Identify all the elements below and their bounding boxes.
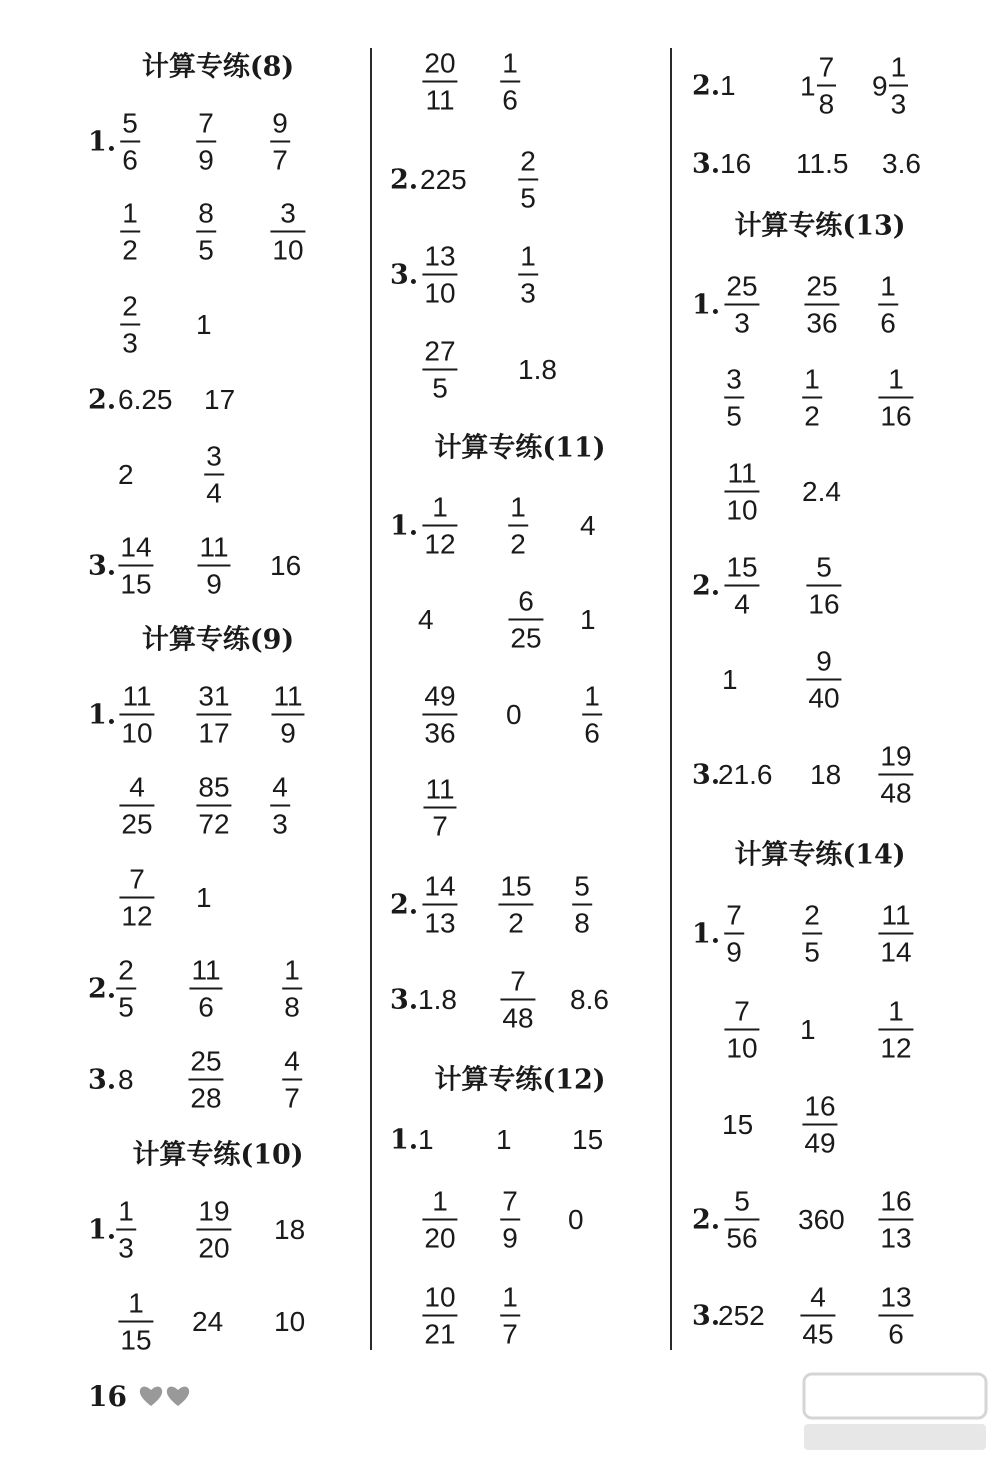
answer-value: 18 <box>274 1214 306 1245</box>
page-number: 16 <box>88 1380 127 1413</box>
fraction <box>500 47 520 116</box>
denominator: 36 <box>424 717 456 749</box>
numerator: 14 <box>424 870 456 902</box>
numerator: 16 <box>804 1090 836 1122</box>
mixed-number <box>800 51 836 120</box>
denominator: 14 <box>880 936 912 968</box>
answer-value: 4 <box>580 510 596 541</box>
answer-value: 1.8 <box>518 354 557 385</box>
fraction <box>878 995 913 1064</box>
numerator: 4 <box>272 771 288 803</box>
section-title: 计算专练(9) <box>141 624 295 656</box>
answer-value: 2 <box>118 459 134 490</box>
fraction <box>802 363 822 432</box>
fraction <box>422 870 457 939</box>
numerator: 1 <box>284 954 300 986</box>
numerator: 25 <box>726 270 758 302</box>
fraction <box>889 51 909 120</box>
numerator: 1 <box>502 47 518 79</box>
fraction <box>724 363 744 432</box>
denominator: 2 <box>804 400 820 432</box>
numerator: 4 <box>129 771 145 803</box>
answer-value: 8.6 <box>570 984 609 1015</box>
denominator: 3 <box>272 808 288 840</box>
numerator: 7 <box>198 107 214 139</box>
fraction <box>422 1281 457 1350</box>
denominator: 56 <box>726 1222 758 1254</box>
question-number: 2. <box>692 570 721 602</box>
question-number: 3. <box>88 1064 117 1096</box>
denominator: 45 <box>802 1318 834 1350</box>
numerator: 19 <box>880 740 912 772</box>
denominator: 3 <box>734 307 750 339</box>
numerator: 2 <box>804 899 820 931</box>
numerator: 4 <box>810 1281 826 1313</box>
fraction <box>878 363 913 432</box>
denominator: 6 <box>888 1318 904 1350</box>
denominator: 25 <box>121 808 153 840</box>
answer-value: 0 <box>506 699 522 730</box>
answer-value: 24 <box>192 1306 224 1337</box>
numerator: 7 <box>129 863 145 895</box>
answer-value: 1 <box>722 664 738 695</box>
numerator: 49 <box>424 680 456 712</box>
answer-value: 6.25 <box>118 384 173 415</box>
fraction <box>724 551 759 620</box>
whole-part: 1 <box>800 70 816 101</box>
answer-value: 3.6 <box>882 148 921 179</box>
numerator: 11 <box>727 457 757 489</box>
numerator: 4 <box>284 1045 300 1077</box>
numerator: 31 <box>198 680 230 712</box>
answer-value: 21.6 <box>718 759 773 790</box>
fraction <box>508 585 543 654</box>
fraction <box>196 107 216 176</box>
question-number: 2. <box>390 164 419 196</box>
fraction <box>270 107 290 176</box>
numerator: 25 <box>806 270 838 302</box>
numerator: 15 <box>726 551 758 583</box>
fraction <box>724 457 759 526</box>
denominator: 48 <box>502 1002 534 1034</box>
fraction <box>572 870 592 939</box>
fraction <box>802 899 822 968</box>
section-title: 计算专练(14) <box>734 839 906 871</box>
fraction <box>422 491 457 560</box>
answer-value: 252 <box>718 1300 765 1331</box>
numerator: 13 <box>880 1281 912 1313</box>
section-title: 计算专练(12) <box>434 1064 606 1096</box>
denominator: 21 <box>424 1318 456 1350</box>
answer-value: 16 <box>270 550 302 581</box>
numerator: 6 <box>518 585 534 617</box>
fraction <box>116 1195 136 1264</box>
denominator: 12 <box>880 1032 912 1064</box>
numerator: 2 <box>122 290 138 322</box>
denominator: 9 <box>198 144 214 176</box>
answer-value: 1 <box>720 70 736 101</box>
denominator: 8 <box>818 88 835 120</box>
answer-value: 1 <box>496 1124 512 1155</box>
denominator: 5 <box>520 182 536 214</box>
denominator: 13 <box>880 1222 912 1254</box>
numerator: 7 <box>510 965 526 997</box>
denominator: 10 <box>121 717 153 749</box>
numerator: 1 <box>510 491 526 523</box>
fraction <box>119 680 154 749</box>
denominator: 5 <box>804 936 820 968</box>
answer-value: 18 <box>810 759 842 790</box>
numerator: 5 <box>734 1185 750 1217</box>
fraction <box>878 740 913 809</box>
question-number: 3. <box>390 259 419 291</box>
denominator: 48 <box>880 777 912 809</box>
numerator: 13 <box>424 240 456 272</box>
question-number: 3. <box>390 984 419 1016</box>
question-number: 2. <box>692 1204 721 1236</box>
fraction <box>423 773 456 842</box>
answer-value: 15 <box>722 1109 754 1140</box>
fraction <box>196 1195 231 1264</box>
answer-value: 360 <box>798 1204 845 1235</box>
fraction <box>804 270 839 339</box>
fraction <box>422 680 457 749</box>
numerator: 1 <box>880 270 896 302</box>
fraction <box>422 240 457 309</box>
numerator: 1 <box>122 197 138 229</box>
question-number: 1. <box>692 918 721 950</box>
denominator: 13 <box>424 907 456 939</box>
section-title: 计算专练(8) <box>141 51 295 83</box>
denominator: 6 <box>880 307 896 339</box>
fraction <box>724 995 759 1064</box>
denominator: 7 <box>284 1082 300 1114</box>
fraction <box>498 870 533 939</box>
question-number: 1. <box>88 126 117 158</box>
column-divider-right <box>670 48 672 1350</box>
denominator: 2 <box>508 907 524 939</box>
mixed-number <box>872 51 908 120</box>
fraction <box>878 1185 913 1254</box>
fraction <box>518 240 538 309</box>
fraction <box>204 440 224 509</box>
numerator: 1 <box>432 1185 448 1217</box>
denominator: 9 <box>206 568 222 600</box>
fraction <box>806 551 841 620</box>
numerator: 20 <box>424 47 456 79</box>
fraction <box>500 1281 520 1350</box>
numerator: 11 <box>199 531 229 563</box>
numerator: 2 <box>520 145 536 177</box>
denominator: 10 <box>424 277 456 309</box>
numerator: 2 <box>118 954 134 986</box>
fraction <box>422 1185 457 1254</box>
fraction <box>508 491 528 560</box>
numerator: 16 <box>880 1185 912 1217</box>
fraction <box>282 1045 302 1114</box>
fraction <box>197 531 230 600</box>
numerator: 1 <box>888 995 904 1027</box>
answer-value: 4 <box>418 604 434 635</box>
fraction <box>196 197 216 266</box>
denominator: 5 <box>726 400 742 432</box>
fraction <box>582 680 602 749</box>
denominator: 2 <box>122 234 138 266</box>
fraction <box>282 954 302 1023</box>
denominator: 4 <box>734 588 750 620</box>
fraction <box>878 899 913 968</box>
fraction <box>817 51 837 120</box>
answer-value: 10 <box>274 1306 306 1337</box>
numerator: 11 <box>191 954 221 986</box>
fraction <box>196 771 231 840</box>
denominator: 8 <box>574 907 590 939</box>
numerator: 11 <box>122 680 152 712</box>
numerator: 5 <box>574 870 590 902</box>
numerator: 1 <box>804 363 820 395</box>
denominator: 6 <box>584 717 600 749</box>
fraction <box>118 531 153 600</box>
fraction <box>119 863 154 932</box>
numerator: 3 <box>726 363 742 395</box>
fraction <box>724 1185 759 1254</box>
numerator: 14 <box>120 531 152 563</box>
denominator: 7 <box>432 810 448 842</box>
question-number: 2. <box>88 973 117 1005</box>
numerator: 1 <box>890 51 907 83</box>
answer-value: 1 <box>800 1014 816 1045</box>
denominator: 5 <box>432 372 448 404</box>
numerator: 1 <box>888 363 904 395</box>
denominator: 20 <box>198 1232 230 1264</box>
denominator: 36 <box>806 307 838 339</box>
question-number: 3. <box>692 1300 721 1332</box>
denominator: 10 <box>726 1032 758 1064</box>
denominator: 17 <box>198 717 230 749</box>
denominator: 9 <box>502 1222 518 1254</box>
numerator: 11 <box>273 680 303 712</box>
numerator: 1 <box>118 1195 134 1227</box>
fraction <box>196 680 231 749</box>
numerator: 8 <box>198 197 214 229</box>
denominator: 25 <box>510 622 542 654</box>
fraction <box>724 899 744 968</box>
fraction <box>878 1281 913 1350</box>
numerator: 3 <box>280 197 296 229</box>
answer-value: 8 <box>118 1064 134 1095</box>
numerator: 27 <box>424 335 456 367</box>
answer-value: 0 <box>568 1204 584 1235</box>
denominator: 5 <box>198 234 214 266</box>
answer-value: 1 <box>580 604 596 635</box>
answer-value: 17 <box>204 384 236 415</box>
question-number: 1. <box>390 510 419 542</box>
answer-value: 16 <box>720 148 752 179</box>
denominator: 9 <box>280 717 296 749</box>
denominator: 7 <box>502 1318 518 1350</box>
fraction <box>118 1287 153 1356</box>
answer-value: 15 <box>572 1124 604 1155</box>
denominator: 10 <box>726 494 758 526</box>
denominator: 20 <box>424 1222 456 1254</box>
whole-part: 9 <box>872 70 888 101</box>
question-number: 1. <box>88 699 117 731</box>
answer-value: 1 <box>196 882 212 913</box>
fraction <box>189 954 222 1023</box>
column-divider-left <box>370 48 372 1350</box>
denominator: 6 <box>502 84 518 116</box>
section-title: 计算专练(11) <box>434 432 606 464</box>
numerator: 7 <box>818 51 835 83</box>
answer-value: 2.4 <box>802 476 841 507</box>
numerator: 7 <box>502 1185 518 1217</box>
question-number: 2. <box>88 384 117 416</box>
numerator: 11 <box>881 899 911 931</box>
numerator: 19 <box>198 1195 230 1227</box>
numerator: 5 <box>816 551 832 583</box>
fraction <box>724 270 759 339</box>
denominator: 3 <box>118 1232 134 1264</box>
fraction <box>878 270 898 339</box>
numerator: 5 <box>122 107 138 139</box>
numerator: 1 <box>584 680 600 712</box>
question-number: 1. <box>692 289 721 321</box>
denominator: 40 <box>808 682 840 714</box>
fraction <box>270 771 290 840</box>
fraction <box>120 290 140 359</box>
numerator: 25 <box>190 1045 222 1077</box>
numerator: 15 <box>500 870 532 902</box>
denominator: 9 <box>726 936 742 968</box>
answer-value: 225 <box>420 164 467 195</box>
answer-value: 1 <box>418 1124 434 1155</box>
denominator: 3 <box>890 88 907 120</box>
fraction <box>116 954 136 1023</box>
answer-value: 11.5 <box>796 148 849 179</box>
fraction <box>120 107 140 176</box>
fraction <box>800 1281 835 1350</box>
question-number: 1. <box>390 1124 419 1156</box>
fraction <box>120 197 140 266</box>
denominator: 15 <box>120 568 152 600</box>
denominator: 72 <box>198 808 230 840</box>
numerator: 7 <box>734 995 750 1027</box>
heart-icons <box>138 1383 194 1409</box>
denominator: 16 <box>880 400 912 432</box>
denominator: 5 <box>118 991 134 1023</box>
numerator: 11 <box>425 773 455 805</box>
answer-value: 1.8 <box>418 984 457 1015</box>
numerator: 85 <box>198 771 230 803</box>
question-number: 2. <box>390 889 419 921</box>
numerator: 10 <box>424 1281 456 1313</box>
denominator: 10 <box>272 234 304 266</box>
numerator: 9 <box>272 107 288 139</box>
denominator: 6 <box>198 991 214 1023</box>
fraction <box>119 771 154 840</box>
answer-value: 1 <box>196 309 212 340</box>
denominator: 12 <box>121 900 153 932</box>
section-title: 计算专练(10) <box>132 1139 304 1171</box>
denominator: 12 <box>424 528 456 560</box>
numerator: 1 <box>520 240 536 272</box>
numerator: 7 <box>726 899 742 931</box>
denominator: 8 <box>284 991 300 1023</box>
denominator: 15 <box>120 1324 152 1356</box>
denominator: 3 <box>122 327 138 359</box>
question-number: 2. <box>692 70 721 102</box>
denominator: 2 <box>510 528 526 560</box>
question-number: 3. <box>88 550 117 582</box>
question-number: 3. <box>692 759 721 791</box>
denominator: 3 <box>520 277 536 309</box>
denominator: 16 <box>808 588 840 620</box>
numerator: 1 <box>502 1281 518 1313</box>
fraction <box>806 645 841 714</box>
fraction <box>270 197 305 266</box>
numerator: 3 <box>206 440 222 472</box>
denominator: 49 <box>804 1127 836 1159</box>
fraction <box>422 47 457 116</box>
denominator: 6 <box>122 144 138 176</box>
question-number: 3. <box>692 148 721 180</box>
denominator: 4 <box>206 477 222 509</box>
fraction <box>271 680 304 749</box>
denominator: 11 <box>425 84 455 116</box>
fraction <box>802 1090 837 1159</box>
fraction <box>188 1045 223 1114</box>
section-title: 计算专练(13) <box>734 210 906 242</box>
numerator: 9 <box>816 645 832 677</box>
question-number: 1. <box>88 1214 117 1246</box>
fraction <box>422 335 457 404</box>
fraction <box>500 965 535 1034</box>
numerator: 1 <box>128 1287 144 1319</box>
denominator: 28 <box>190 1082 222 1114</box>
denominator: 7 <box>272 144 288 176</box>
fraction <box>500 1185 520 1254</box>
fraction <box>518 145 538 214</box>
watermark-logo <box>800 1370 990 1455</box>
numerator: 1 <box>432 491 448 523</box>
